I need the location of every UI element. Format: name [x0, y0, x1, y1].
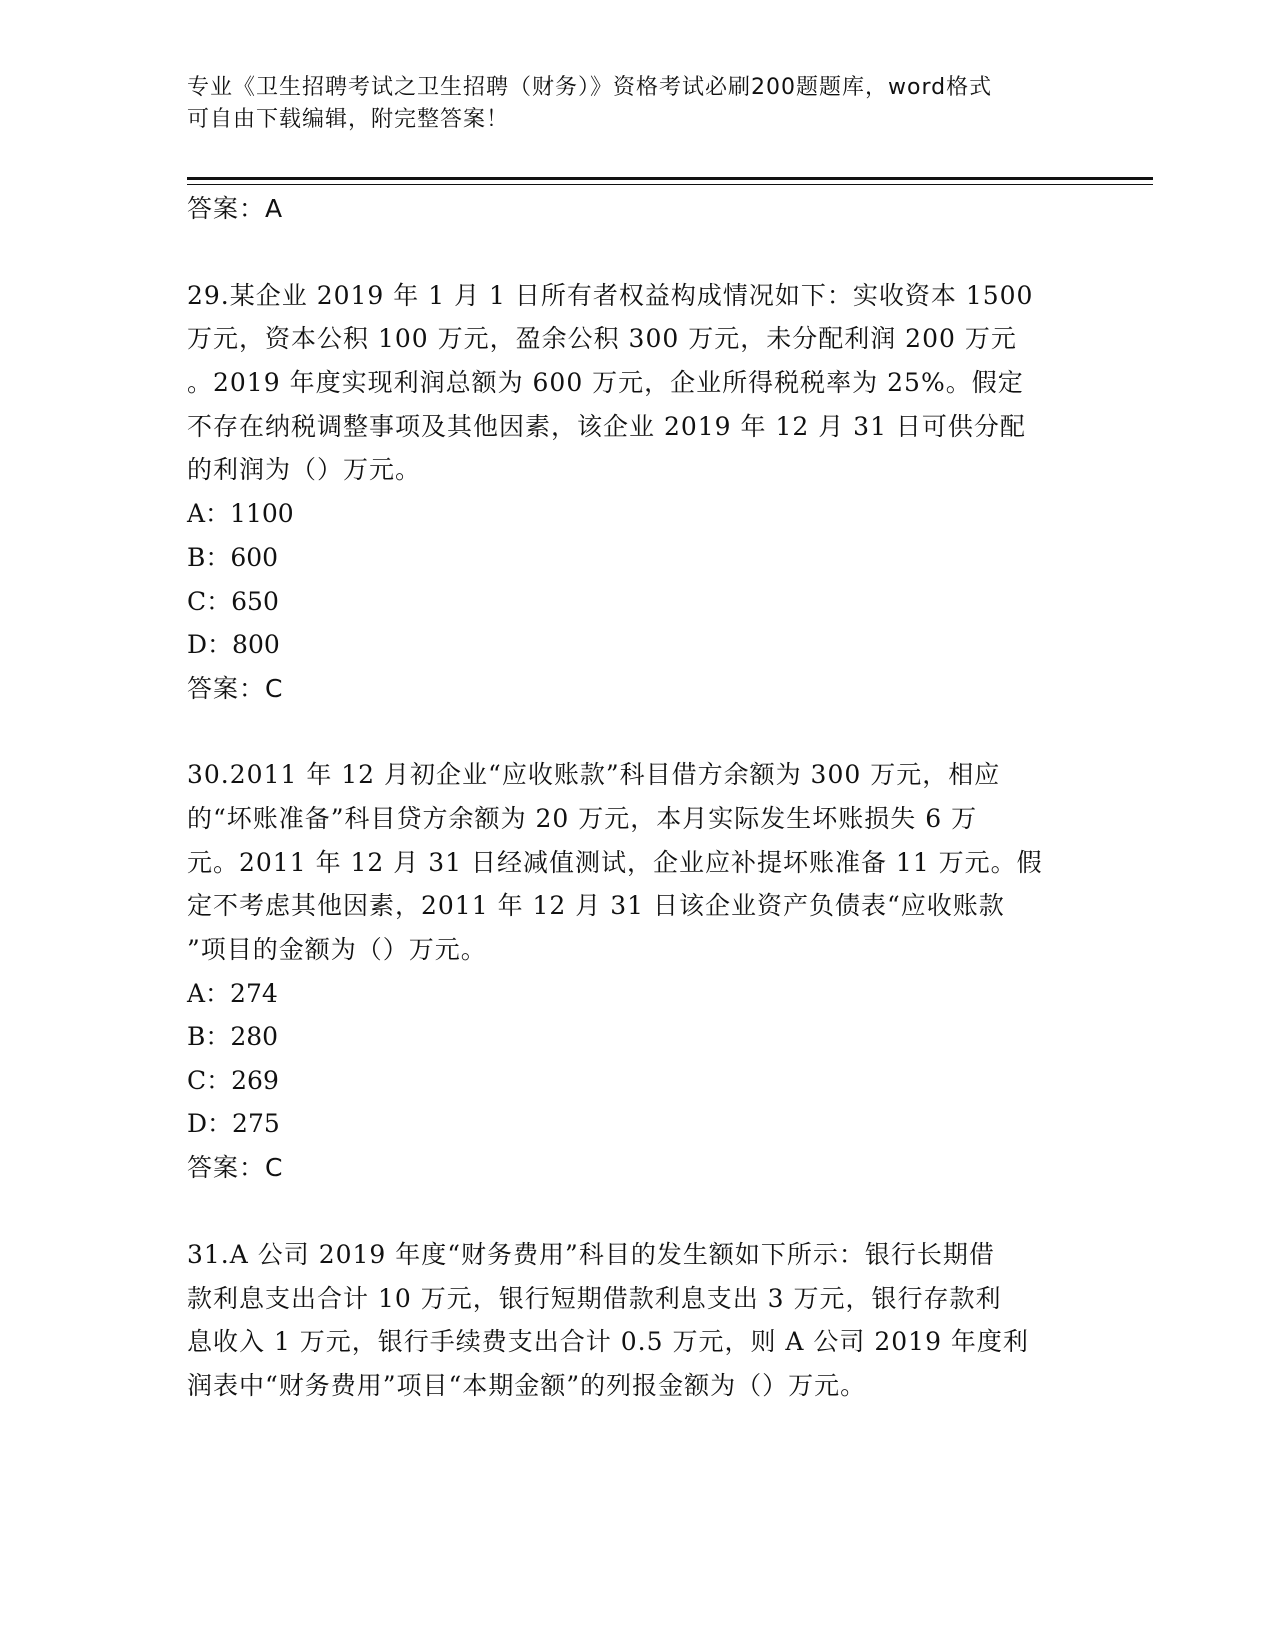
- question-29-option-c: C：650: [187, 587, 279, 616]
- question-29-line-3: 。2019 年度实现利润总额为 600 万元，企业所得税税率为 25%。假定: [187, 368, 1024, 397]
- page-header: [187, 72, 1087, 136]
- question-30-line-5: ”项目的金额为（）万元。: [187, 935, 487, 964]
- question-29-option-d: D：800: [187, 630, 280, 659]
- question-30-answer: 答案：C: [187, 1153, 284, 1182]
- question-29-line-1: 29.某企业 2019 年 1 月 1 日所有者权益构成情况如下：实收资本 1500: [187, 281, 1034, 310]
- question-29-option-b: B：600: [187, 543, 279, 572]
- question-30-line-4: 定不考虑其他因素，2011 年 12 月 31 日该企业资产负债表“应收账款: [187, 891, 1005, 920]
- question-31-line-3: 息收入 1 万元，银行手续费支出合计 0.5 万元，则 A 公司 2019 年度利: [187, 1327, 1029, 1356]
- header-rule-thick: [187, 177, 1153, 180]
- question-30-line-1: 30.2011 年 12 月初企业“应收账款”科目借方余额为 300 万元，相应: [187, 760, 1001, 789]
- question-30-line-2: 的“坏账准备”科目贷方余额为 20 万元，本月实际发生坏账损失 6 万: [187, 804, 978, 833]
- header-line-2: 可自由下载编辑，附完整答案！: [187, 107, 510, 132]
- question-29-line-4: 不存在纳税调整事项及其他因素，该企业 2019 年 12 月 31 日可供分配: [187, 412, 1026, 441]
- question-30-line-3: 元。2011 年 12 月 31 日经减值测试，企业应补提坏账准备 11 万元。假: [187, 848, 1043, 877]
- question-30-option-a: A：274: [187, 979, 278, 1008]
- question-31-line-1: 31.A 公司 2019 年度“财务费用”科目的发生额如下所示：银行长期借: [187, 1240, 995, 1269]
- question-30-option-c: C：269: [187, 1066, 279, 1095]
- question-29-option-a: A：1100: [187, 499, 294, 528]
- question-29-line-2: 万元，资本公积 100 万元，盈余公积 300 万元，未分配利润 200 万元: [187, 324, 1017, 353]
- question-29-answer: 答案：C: [187, 674, 284, 703]
- question-30-option-d: D：275: [187, 1109, 280, 1138]
- header-line-1: 专业《卫生招聘考试之卫生招聘（财务）》资格考试必刷200题题库，word格式: [187, 75, 993, 100]
- answer-previous: 答案：A: [187, 194, 284, 223]
- question-31-line-2: 款利息支出合计 10 万元，银行短期借款利息支出 3 万元，银行存款利: [187, 1284, 1002, 1313]
- question-31-line-4: 润表中“财务费用”项目“本期金额”的列报金额为（）万元。: [187, 1371, 867, 1400]
- question-30-option-b: B：280: [187, 1022, 279, 1051]
- question-29-line-5: 的利润为（）万元。: [187, 455, 422, 484]
- header-rule-thin: [187, 184, 1153, 185]
